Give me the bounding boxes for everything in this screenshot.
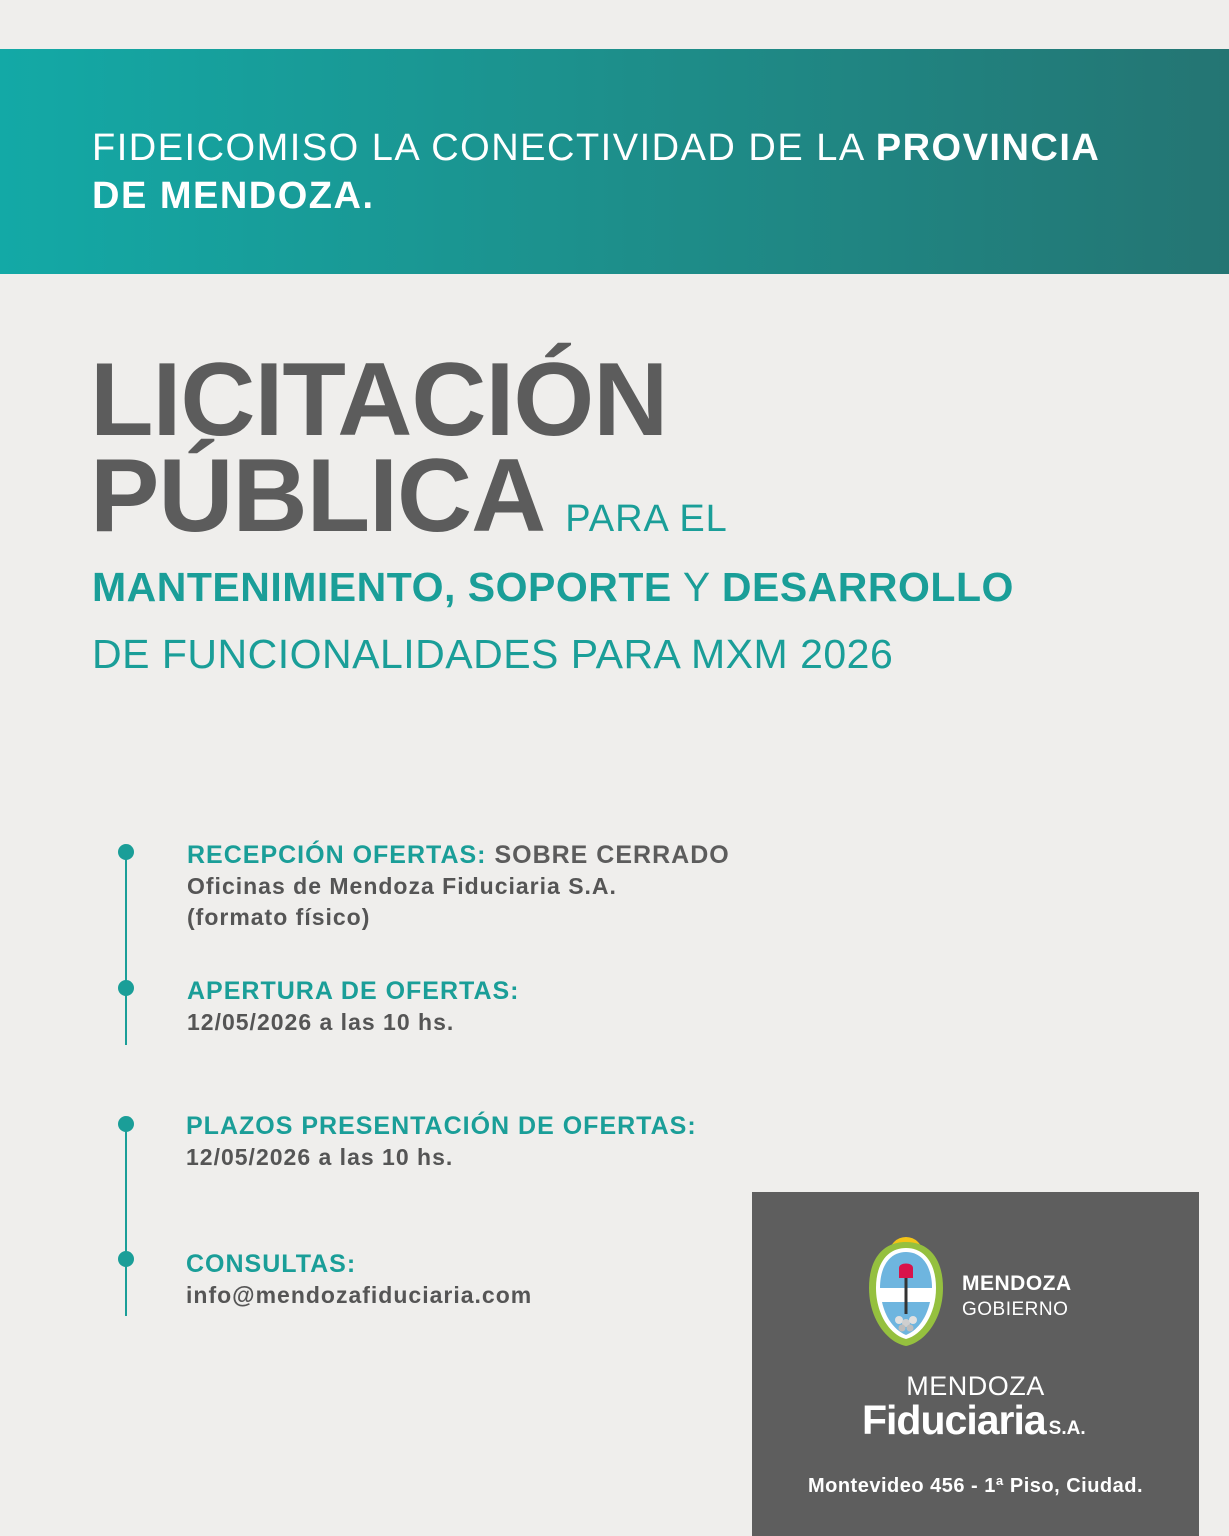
main-headline — [90, 342, 728, 567]
timeline-dot-4 — [118, 1251, 134, 1267]
contact-email[interactable]: info@mendozafiduciaria.com — [186, 1282, 533, 1308]
banner-title-line2: DE MENDOZA. — [92, 175, 375, 217]
timeline-item-apertura — [187, 975, 520, 1038]
fiduciaria-word: Fiduciaria — [862, 1397, 1046, 1443]
timeline-line-1 — [125, 852, 127, 1045]
subtitle-part-a: MANTENIMIENTO, SOPORTE — [92, 564, 672, 610]
timeline-label: APERTURA DE OFERTAS: — [187, 977, 520, 1005]
subtitle-part-c: DESARROLLO — [721, 564, 1014, 610]
timeline-line-2 — [125, 1123, 127, 1316]
subtitle-line1 — [92, 564, 1014, 611]
recepcion-label: RECEPCIÓN OFERTAS: — [187, 841, 495, 869]
mendoza-shield-icon — [866, 1232, 946, 1348]
timeline-label: PLAZOS PRESENTACIÓN DE OFERTAS: — [186, 1112, 697, 1140]
gov-line2: GOBIERNO — [962, 1299, 1069, 1320]
timeline-detail: 12/05/2026 a las 10 hs. — [186, 1144, 454, 1170]
timeline-detail: Oficinas de Mendoza Fiduciaria S.A. — [187, 873, 617, 899]
fiduciaria-logo-line2 — [862, 1397, 1086, 1444]
timeline-item-plazos — [186, 1110, 697, 1173]
banner-title-part1: FIDEICOMISO LA CONECTIVIDAD DE LA — [92, 127, 876, 169]
timeline-dot-3 — [118, 1116, 134, 1132]
subtitle-part-b: Y — [671, 564, 722, 610]
headline-para-el: PARA EL — [565, 498, 728, 540]
gov-line1: MENDOZA — [962, 1272, 1072, 1295]
timeline-label — [187, 839, 730, 871]
timeline-dot-1 — [118, 844, 134, 860]
timeline-detail: 12/05/2026 a las 10 hs. — [187, 1009, 455, 1035]
subtitle-line2: DE FUNCIONALIDADES PARA MXM 2026 — [92, 631, 894, 677]
headline-line2: PÚBLICA — [90, 438, 546, 554]
headline-line1: LICITACIÓN — [90, 342, 668, 458]
recepcion-label-extra: SOBRE CERRADO — [494, 841, 730, 869]
fiduciaria-suffix: S.A. — [1048, 1418, 1086, 1439]
gobierno-logo-text — [962, 1271, 1072, 1323]
timeline-item-recepcion — [187, 839, 730, 933]
fiduciaria-logo-line1: MENDOZA — [906, 1371, 1045, 1401]
timeline-detail: (formato físico) — [187, 904, 371, 930]
address-text: Montevideo 456 - 1ª Piso, Ciudad. — [807, 1475, 1144, 1497]
timeline-dot-2 — [118, 980, 134, 996]
banner-title — [92, 124, 1192, 220]
timeline-label: CONSULTAS: — [186, 1250, 357, 1278]
banner-title-part2: PROVINCIA — [875, 127, 1101, 169]
timeline-item-consultas — [186, 1248, 532, 1311]
